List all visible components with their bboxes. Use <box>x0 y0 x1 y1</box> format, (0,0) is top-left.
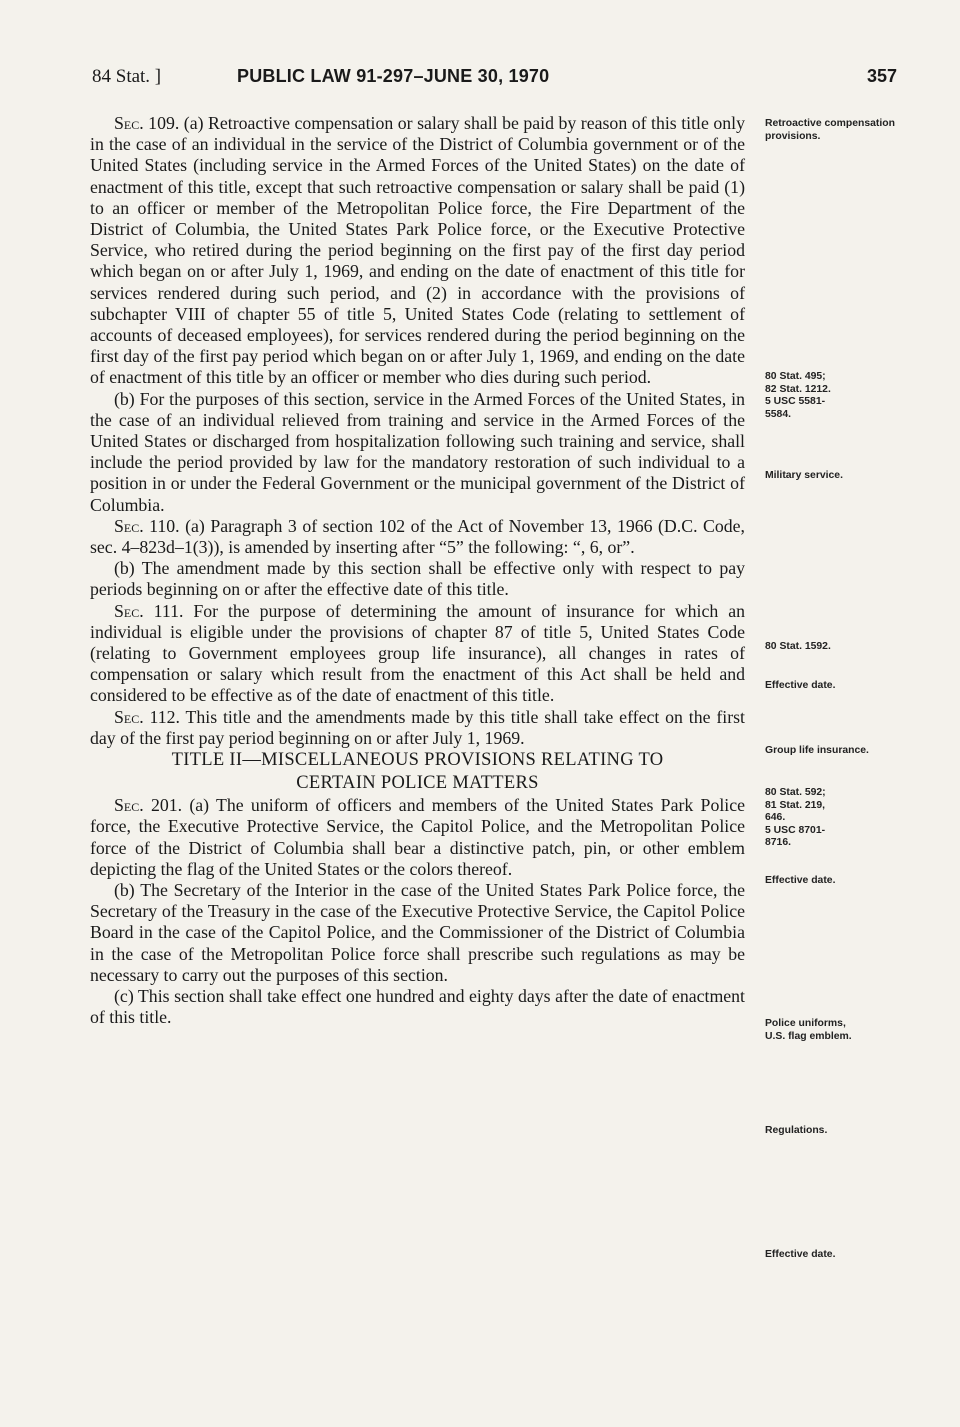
section-109b: (b) For the purposes of this section, service in the Armed Forces of the United States, in the case of an individual relieved from training and service in the Armed Forces of the United States or discharged from hospitalization following such training and service, shall include the period provided by law for the mandatory restoration of such individual to a position in or under the Federal Government or the municipal government of the District of Columbia. <box>90 388 745 515</box>
section-112: Sec. 112. This title and the amendments made by this title shall take effect on the first day of the first pay period beginning on or after July 1, 1969. <box>90 706 745 748</box>
margin-note-regulations: Regulations. <box>765 1125 828 1136</box>
law-title: PUBLIC LAW 91-297–JUNE 30, 1970 <box>237 66 550 86</box>
running-header <box>92 60 897 90</box>
margin-note-group-life: Group life insurance. <box>765 745 869 756</box>
section-110b: (b) The amendment made by this section shall be effective only with respect to pay periods beginning on or after the effective date of this title. <box>90 558 745 600</box>
volume-reference: 84 Stat. ] <box>92 66 162 87</box>
margin-note-citation-8701: 80 Stat. 592; 81 Stat. 219, 646. 5 USC 8701- 8716. <box>765 787 826 848</box>
page-number: 357 <box>866 66 897 86</box>
section-201a: Sec. 201. (a) The uniform of officers and members of the United States Park Police force, the Executive Protective Service, the Capitol Police, and the Metropolitan Police force of the District of Columbia shall bear a distinctive patch, pin, or other emblem depicting the flag of the United States or the colors thereof. <box>90 795 745 879</box>
margin-note-retroactive: Retroactive compensation provisions. <box>765 118 895 142</box>
section-109a: Sec. 109. (a) Retroactive compensation or salary shall be paid by reason of this title only in the case of an individual in the service of the District of Columbia government or of the United States (including service in the Armed Forces of the United States) on the date of enactment of this title, except that such retroactive compensation or salary shall be paid (1) to an officer or member of the Metropolitan Police force, the Fire Department of the District of Columbia, the United States Park Police force, or the Executive Protective Service, who retired during the period beginning on the first pay of the first day period which began on or after July 1, 1969, and ending on the date of enactment of this title for services rendered during such period, and (2) in accordance with the provisions of subchapter VIII of chapter 55 of title 5, United States Code (relating to settlement of accounts of deceased employees), for services rendered during the period beginning on the first day of the first pay period which began on or after July 1, 1969, and ending on the date of enactment of this title by an officer or member who dies during such period. <box>90 113 745 388</box>
margin-note-military: Military service. <box>765 470 843 481</box>
margin-note-effective-date-2: Effective date. <box>765 875 836 886</box>
margin-note-effective-date-3: Effective date. <box>765 1249 836 1260</box>
title-heading-line2: CERTAIN POLICE MATTERS <box>296 773 539 794</box>
section-201b: (b) The Secretary of the Interior in the case of the United States Park Police force, the Secretary of the Treasury in the case of the Executive Protective Service, the Capitol Police Board in the case of the Capitol Police, and the Commissioner of the District of Columbia in the case of the Metropolitan Police force shall prescribe such regulations as may be necessary to carry out the purposes of this section. <box>90 879 745 985</box>
margin-note-citation-1592: 80 Stat. 1592. <box>765 641 831 652</box>
margin-note-police-uniforms: Police uniforms, U.S. flag emblem. <box>765 1018 852 1042</box>
section-110a: Sec. 110. (a) Paragraph 3 of section 102 of the Act of November 13, 1966 (D.C. Code, sec. 4–823d–1(3)), is amended by inserting after “5” the following: “, 6, or”. <box>90 515 745 558</box>
main-text-column <box>90 113 745 1028</box>
margin-note-effective-date-1: Effective date. <box>765 680 836 691</box>
margin-note-citation-5581: 80 Stat. 495; 82 Stat. 1212. 5 USC 5581- 5584. <box>765 371 831 420</box>
section-111: Sec. 111. For the purpose of determining the amount of insurance for which an individual is eligible under the provisions of chapter 87 of title 5, United States Code (relating to Government employees group life insurance), all changes in rates of compensation or salary which result from the enactment of this Act shall be held and considered to be effective as of the date of enactment of this title. <box>90 600 745 706</box>
title-heading-line1: TITLE II—MISCELLANEOUS PROVISIONS RELATING TO <box>171 750 664 771</box>
title-ii-heading <box>90 749 745 795</box>
section-201c: (c) This section shall take effect one hundred and eighty days after the date of enactment of this title. <box>90 985 745 1028</box>
